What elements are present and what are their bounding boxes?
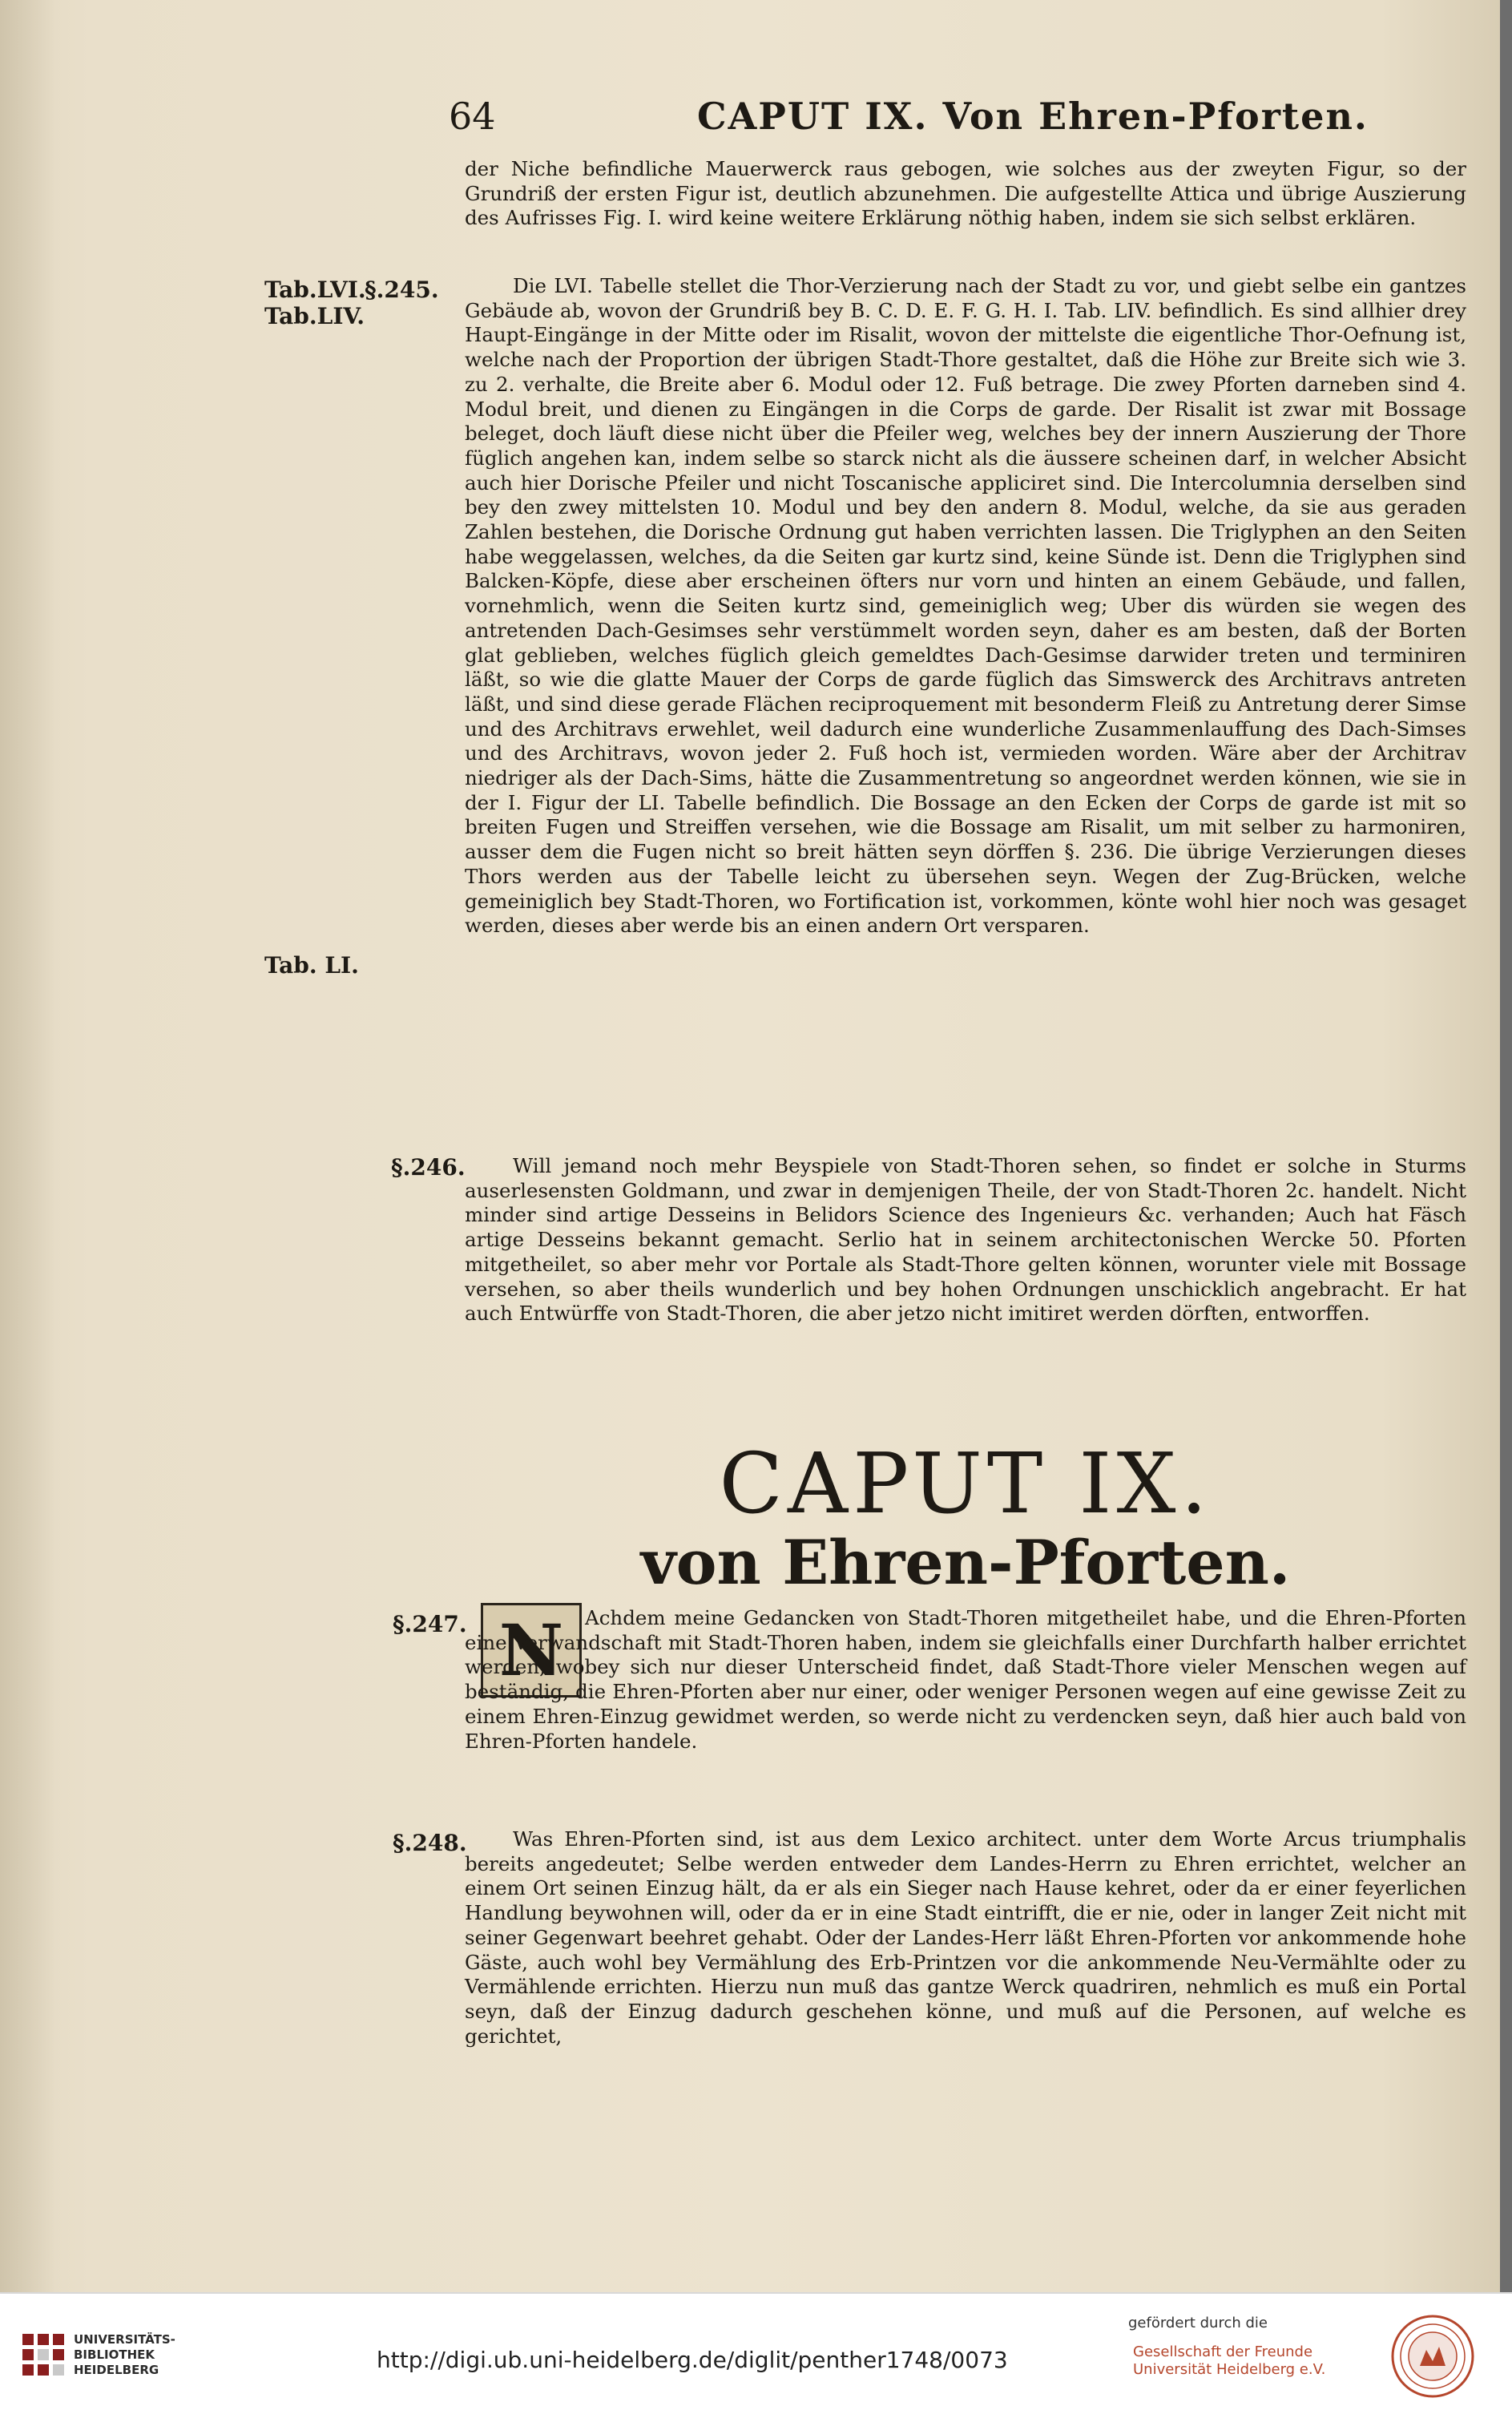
margin-note-tab-lvi: Tab.LVI. (264, 277, 366, 303)
margin-note-sec-245: §.245. (365, 277, 439, 303)
society-seal-icon (1391, 2315, 1474, 2398)
page-gutter (0, 0, 56, 2292)
margin-note-sec-248: §.248. (393, 1830, 467, 1856)
support-label: gefördert durch die (1128, 2315, 1268, 2331)
university-library-logo-icon[interactable] (22, 2334, 64, 2376)
margin-note-tab-liv: Tab.LIV. (264, 303, 365, 329)
paragraph-248: Was Ehren-Pforten sind, ist aus dem Lexico architect. unter dem Worte Arcus triumphalis bereits angedeutet; Selbe werden entweder dem Landes-Herrn zu Ehren errichtet, welcher an einem Ort seinen Einzug hält, da er als ein Sieger nach Hause kehret, oder da er einer feyerlichen Handlung beywohnen will, oder da er in eine Stadt eintrifft, die er nie, oder in langer Zeit nicht mit seiner Gegenwart beehret gehabt. Oder der Landes-Herr läßt Ehren-Pforten vor ankommende hohe Gäste, auch wohl bey Vermählung des Erb-Printzen vor die ankommende Neu-Vermählte oder zu Vermählende errichten. Hierzu nun muß das gantze Werck quadriren, nehmlich es muß ein Portal seyn, daß der Einzug dadurch geschehen könne, und muß auf die Personen, auf welche es gerichtet, (465, 1827, 1466, 2048)
margin-note-sec-247: §.247. (393, 1611, 467, 1637)
paragraph-246: Will jemand noch mehr Beyspiele von Stadt-Thoren sehen, so findet er solche in Sturms auserlesensten Goldmann, und zwar in demjenigen Theile, der von Stadt-Thoren 2c. handelt. Nicht minder sind artige Desseins in Belidors Science des Ingenieurs &c. verhanden; Auch hat Fäsch artige Desseins bekannt gemacht. Serlio hat in seinem architectonischen Wercke 50. Pforten mitgetheilet, so aber mehr vor Portale als Stadt-Thore gelten können, worunter viele mit Bossage versehen, so aber theils wunderlich und bey hohen Ordnungen unschicklich angebracht. Er hat auch Entwürffe von Stadt-Thoren, die aber jetzo nicht imitiret werden dörften, entworffen. (465, 1154, 1466, 1326)
chapter-title: von Ehren-Pforten. (640, 1527, 1291, 1598)
university-library-name[interactable] (74, 2332, 175, 2378)
library-name-line-3: HEIDELBERG (74, 2363, 159, 2377)
library-name-line-2: BIBLIOTHEK (74, 2347, 155, 2362)
society-name-line-1: Gesellschaft der Freunde (1133, 2343, 1313, 2360)
initial-letter: N (498, 1609, 564, 1692)
running-title: CAPUT IX. Von Ehren-Pforten. (697, 95, 1369, 138)
intro-paragraph: der Niche befindliche Mauerwerck raus gebogen, wie solches aus der zweyten Figur, so der Grundriß der ersten Figur ist, deutlich abzunehmen. Die aufgestellte Attica und übrige Auszierung des Aufrisses Fig. I. wird keine weitere Erklärung nöthig haben, indem sie sich selbst erklären. (465, 157, 1466, 230)
paragraph-247: Achdem meine Gedancken von Stadt-Thoren mitgetheilet habe, und die Ehren-Pforten eine Verwandschaft mit Stadt-Thoren haben, indem sie gleichfalls einer Durchfarth halber errichtet werden, wobey sich nur dieser Unterscheid findet, daß Stadt-Thore vieler Menschen wegen auf beständig, die Ehren-Pforten aber nur einer, oder weniger Personen wegen auf eine gewisse Zeit zu einem Ehren-Einzug gewidmet werden, so werde nicht zu verdencken seyn, daß hier auch bald von Ehren-Pforten handele. (465, 1606, 1466, 1753)
library-name-line-1: UNIVERSITÄTS- (74, 2332, 175, 2347)
society-name[interactable] (1133, 2343, 1325, 2379)
chapter-label: CAPUT IX. (719, 1435, 1212, 1532)
footer-divider (0, 2292, 1512, 2294)
paragraph-245: Die LVI. Tabelle stellet die Thor-Verzierung nach der Stadt zu vor, und giebt selbe ein gantzes Gebäude ab, wovon der Grundriß bey B. C. D. E. F. G. H. I. Tab. LIV. befindlich. Es sind allhier drey Haupt-Eingänge in der Mitte oder im Risalit, wovon der mittelste die eigentliche Thor-Oefnung ist, welche nach der Proportion der übrigen Stadt-Thore gestaltet, daß die Höhe zur Breite sich wie 3. zu 2. verhalte, die Breite aber 6. Modul oder 12. Fuß betrage. Die zwey Pforten darneben sind 4. Modul breit, und dienen zu Eingängen in die Corps de garde. Der Risalit ist zwar mit Bossage beleget, doch läuft diese nicht über die Pfeiler weg, welches bey der innern Auszierung der Thore füglich angehen kan, indem selbe so starck nicht als die äussere scheinen darf, in welcher Absicht auch hier Dorische Pfeiler und nicht Toscanische appliciret sind. Die Intercolumnia derselben sind bey den zwey mittelsten 10. Modul und bey den andern 8. Modul, welche, da sie aus geraden Zahlen bestehen, die Dorische Ordnung gut haben verrichten lassen. Die Triglyphen an den Seiten habe weggelassen, welches, da die Seiten gar kurtz sind, keine Sünde ist. Denn die Triglyphen sind Balcken-Köpfe, diese aber erscheinen öfters nur vorn und hinten an einem Gebäude, und fallen, vornehmlich, wenn die Seiten kurtz sind, gemeiniglich weg; Uber dis würden sie wegen des antretenden Dach-Gesimses sehr verstümmelt worden seyn, daher es am besten, daß der Borten glat geblieben, welches füglich gleich gemeldtes Dach-Gesimse darwider treten und terminiren läßt, so wie die glatte Mauer der Corps de garde füglich das Simswerck des Architravs antreten läßt, und sind diese gerade Flächen reciproquement mit besonderm Fleiß zu Antretung derer Simse und des Architravs erwehlet, weil dadurch eine wunderliche Zusammenlauffung des Dach-Simses und des Architravs, wovon jeder 2. Fuß hoch ist, vermieden worden. Wäre aber der Architrav niedriger als der Dach-Sims, hätte die Zusammentretung so angeordnet werden können, wie sie in der I. Figur der LI. Tabelle befindlich. Die Bossage an den Ecken der Corps de garde ist mit so breiten Fugen und Streiffen versehen, wie die Bossage am Risalit, um mit selber zu harmoniren, ausser dem die Fugen nicht so breit hätten seyn dörffen §. 236. Die übrige Verzierungen dieses Thors werden aus der Tabelle leicht zu übersehen seyn. Wegen der Zug-Brücken, welche gemeiniglich bey Stadt-Thoren, wo Fortification ist, vorkommen, könte wohl hier noch was gesaget werden, dieses aber werde bis an einen andern Ort versparen. (465, 274, 1466, 938)
page-number: 64 (449, 95, 496, 138)
society-name-line-2: Universität Heidelberg e.V. (1133, 2361, 1326, 2378)
permalink-url[interactable]: http://digi.ub.uni-heidelberg.de/diglit/penther1748/0073 (377, 2347, 1008, 2373)
viewer-footer (0, 2292, 1512, 2414)
margin-note-tab-li: Tab. LI. (264, 952, 359, 979)
margin-note-sec-246: §.246. (391, 1154, 466, 1181)
